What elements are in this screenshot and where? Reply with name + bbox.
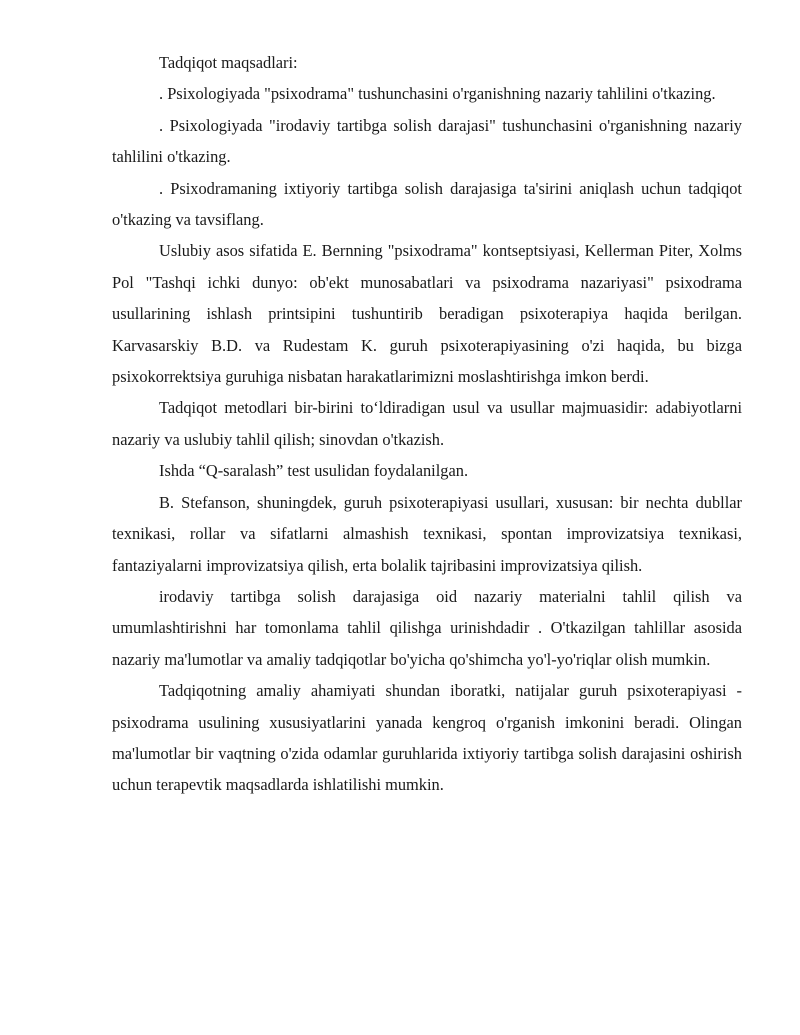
- paragraph-theoretical-analysis: irodaviy tartibga solish darajasiga oid nazariy materialni tahlil qilish va umumlashtirishni har tomonlama tahlil qilishga urinishdadir . O'tkazilgan tahlillar asosida nazariy ma'lumotlar va amaliy tadqiqotlar bo'yicha qo'shimcha yo'l-yo'riqlar olish mumkin.: [112, 586, 742, 669]
- paragraph-methodological-basis: Uslubiy asos sifatida E. Bernning "psixodrama" kontseptsiyasi, Kellerman Piter, Xolms Pol "Tashqi ichki dunyo: ob'ekt munosabatlari va psixodrama nazariyasi" psixodrama usullarining ishlash printsipini tushuntirib beradigan psixoterapiya haqida berilgan. Karvasarskiy B.D. va Rudestam K. guruh psixoterapiyasining o'zi haqida, bu bizga psixokorrektsiya guruhiga nisbatan harakatlarimizni moslashtirishga imkon berdi.: [112, 241, 742, 387]
- paragraph-goal-1: . Psixologiyada "psixodrama" tushunchasini o'rganishning nazariy tahlilini o'tkazing.: [159, 84, 716, 104]
- paragraph-goal-2: . Psixologiyada "irodaviy tartibga solish darajasi" tushunchasini o'rganishning nazariy tahlilini o'tkazing.: [112, 115, 742, 167]
- paragraph-q-sort-test: Ishda “Q-saralash” test usulidan foydalanilgan.: [159, 461, 469, 481]
- paragraph-psychotherapy-techniques: B. Stefanson, shuningdek, guruh psixoterapiyasi usullari, xususan: bir nechta dubllar texnikasi, rollar va sifatlarni almashish texnikasi, spontan improvizatsiya texnikasi, fantaziyalarni improvizatsiya qilish, erta bolalik tajribasini improvizatsiya qilish.: [112, 492, 742, 575]
- paragraph-research-goals-heading: Tadqiqot maqsadlari:: [159, 53, 298, 72]
- paragraph-research-methods: Tadqiqot metodlari bir-birini to‘ldiradigan usul va usullar majmuasidir: adabiyotlarni nazariy va uslubiy tahlil qilish; sinovdan o'tkazish.: [112, 398, 742, 449]
- paragraph-goal-3: . Psixodramaning ixtiyoriy tartibga solish darajasiga ta'sirini aniqlash uchun tadqiqot o'tkazing va tavsiflang.: [112, 178, 742, 230]
- document-body: [112, 47, 742, 801]
- paragraph-practical-significance: Tadqiqotning amaliy ahamiyati shundan iboratki, natijalar guruh psixoterapiyasi - psixodrama usulining xususiyatlarini yanada kengroq o'rganish imkonini beradi. Olingan ma'lumotlar bir vaqtning o'zida odamlar guruhlarida ixtiyoriy tartibga solish darajasini oshirish uchun terapevtik maqsadlarda ishlatilishi mumkin.: [112, 681, 742, 795]
